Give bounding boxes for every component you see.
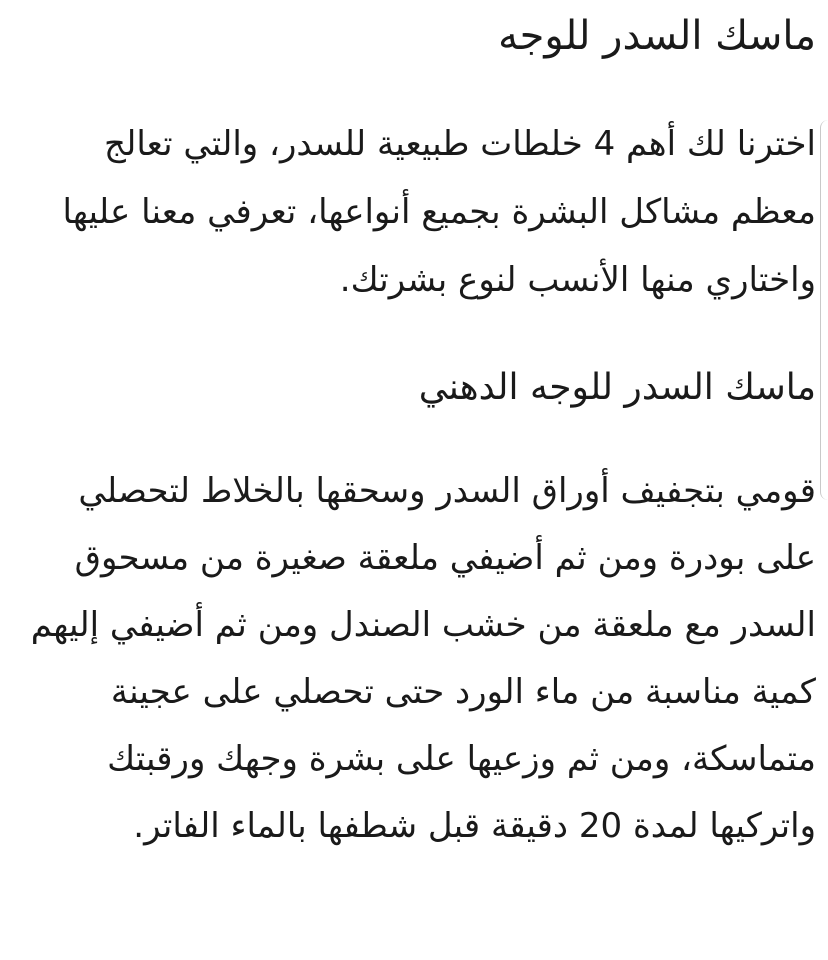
section-paragraph-oily-skin: قومي بتجفيف أوراق السدر وسحقها بالخلاط لتحصلي على بودرة ومن ثم أضيفي ملعقة صغيرة من مسحوق السدر مع ملعقة من خشب الصندل ومن ثم أضيفي إليهم كمية مناسبة من ماء الورد حتى تحصلي على عجينة متماسكة، ومن ثم وزعيها على بشرة وجهك ورقبتك واتركيها لمدة 20 دقيقة قبل شطفها بالماء الفاتر.: [30, 471, 816, 846]
page-title: ماسك السدر للوجه: [498, 13, 816, 59]
section-heading-oily-skin: ماسك السدر للوجه الدهني: [418, 367, 816, 408]
intro-paragraph: اخترنا لك أهم 4 خلطات طبيعية للسدر، والتي تعالج معظم مشاكل البشرة بجميع أنواعها، تعرفي معنا عليها واختاري منها الأنسب لنوع بشرتك.: [62, 124, 816, 300]
scroll-edge-indicator[interactable]: [820, 120, 828, 500]
